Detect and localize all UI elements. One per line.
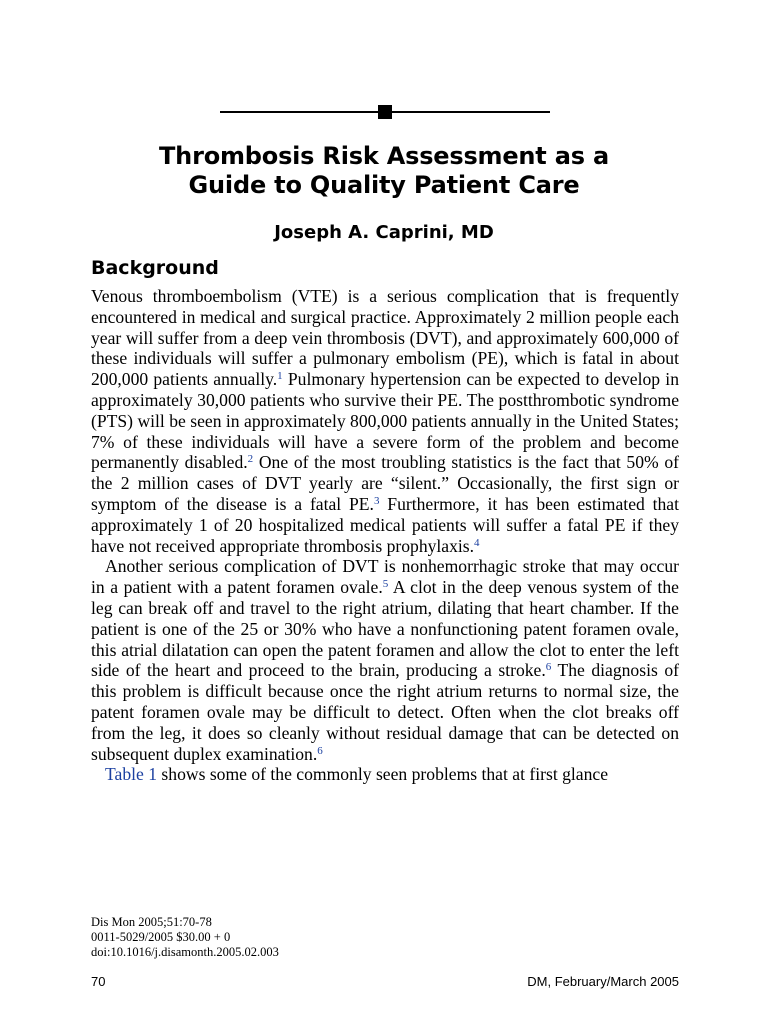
citation-block bbox=[91, 915, 279, 960]
p1-text-3: One of the most troubling statistics is the fact that 50% of the 2 million cases of DVT yearly are “silent.” Occasionally, the first sign or symptom of the disease is a fatal PE. bbox=[91, 452, 679, 514]
journal-issue: DM, February/March 2005 bbox=[527, 974, 679, 989]
p3-text-1: shows some of the commonly seen problems that at first glance bbox=[157, 764, 609, 785]
reference-6b[interactable]: 6 bbox=[317, 744, 323, 757]
citation-issn: 0011-5029/2005 $30.00 + 0 bbox=[91, 930, 231, 944]
ornament-square-icon bbox=[378, 105, 392, 119]
section-heading: Background bbox=[91, 257, 219, 279]
article-body bbox=[91, 286, 679, 785]
p2-text-2: A clot in the deep venous system of the leg can break off and travel to the right atrium, dilating that heart chamber. If the patient is one of the 25 or 30% who have a nonfunctioning patent foramen ovale, this atrial dilatation can open the patent foramen and allow the clot to enter the left side of the heart and proceed to the brain, producing a stroke. bbox=[91, 577, 679, 681]
ornament-right-rule bbox=[392, 111, 550, 113]
p1-text-2: Pulmonary hypertension can be expected to develop in approximately 30,000 patients who survive their PE. The postthrombotic syndrome (PTS) will be seen in approximately 800,000 patients annually in the United States; 7% of these individuals will have a severe form of the problem and become permanently disabled. bbox=[91, 369, 679, 473]
citation-doi: doi:10.1016/j.disamonth.2005.02.003 bbox=[91, 945, 279, 959]
author-name: Joseph A. Caprini, MD bbox=[274, 222, 494, 243]
table-1-link[interactable]: Table 1 bbox=[105, 764, 158, 785]
p2-text-1: Another serious complication of DVT is nonhemorrhagic stroke that may occur in a patient with a patent foramen ovale. bbox=[91, 556, 679, 598]
article-title bbox=[60, 142, 708, 200]
page-number: 70 bbox=[91, 974, 106, 989]
p1-text-1: Venous thromboembolism (VTE) is a serious complication that is frequently encountered in medical and surgical practice. Approximately 2 million people each year will suffer from a deep vein thrombosis (DVT), and approximately 600,000 of these individuals will suffer a pulmonary embolism (PE), which is fatal in about 200,000 patients annually. bbox=[91, 286, 679, 390]
reference-4[interactable]: 4 bbox=[474, 536, 480, 549]
title-ornament bbox=[220, 104, 550, 118]
p1-text-4: Furthermore, it has been estimated that approximately 1 of 20 hospitalized medical patients will suffer a fatal PE if they have not received appropriate thrombosis prophylaxis. bbox=[91, 493, 680, 556]
ornament-left-rule bbox=[220, 111, 378, 113]
reference-2[interactable]: 2 bbox=[247, 453, 254, 466]
paragraph-1 bbox=[91, 286, 679, 556]
paragraph-2 bbox=[91, 556, 679, 764]
p2-text-3: The diagnosis of this problem is difficult because once the right atrium returns to normal size, the patent foramen ovale may be difficult to detect. Often when the clot breaks off from the leg, it does so cleanly without residual damage that can be detected on subsequent duplex examination. bbox=[91, 660, 679, 764]
article-title-line-1: Thrombosis Risk Assessment as a bbox=[159, 142, 609, 170]
article-title-line-2: Guide to Quality Patient Care bbox=[188, 171, 580, 199]
paragraph-3 bbox=[91, 764, 679, 785]
reference-3[interactable]: 3 bbox=[373, 494, 380, 507]
reference-6a[interactable]: 6 bbox=[545, 661, 552, 674]
citation-journal: Dis Mon 2005;51:70-78 bbox=[91, 915, 212, 929]
reference-5[interactable]: 5 bbox=[382, 578, 389, 591]
reference-1[interactable]: 1 bbox=[277, 370, 283, 383]
